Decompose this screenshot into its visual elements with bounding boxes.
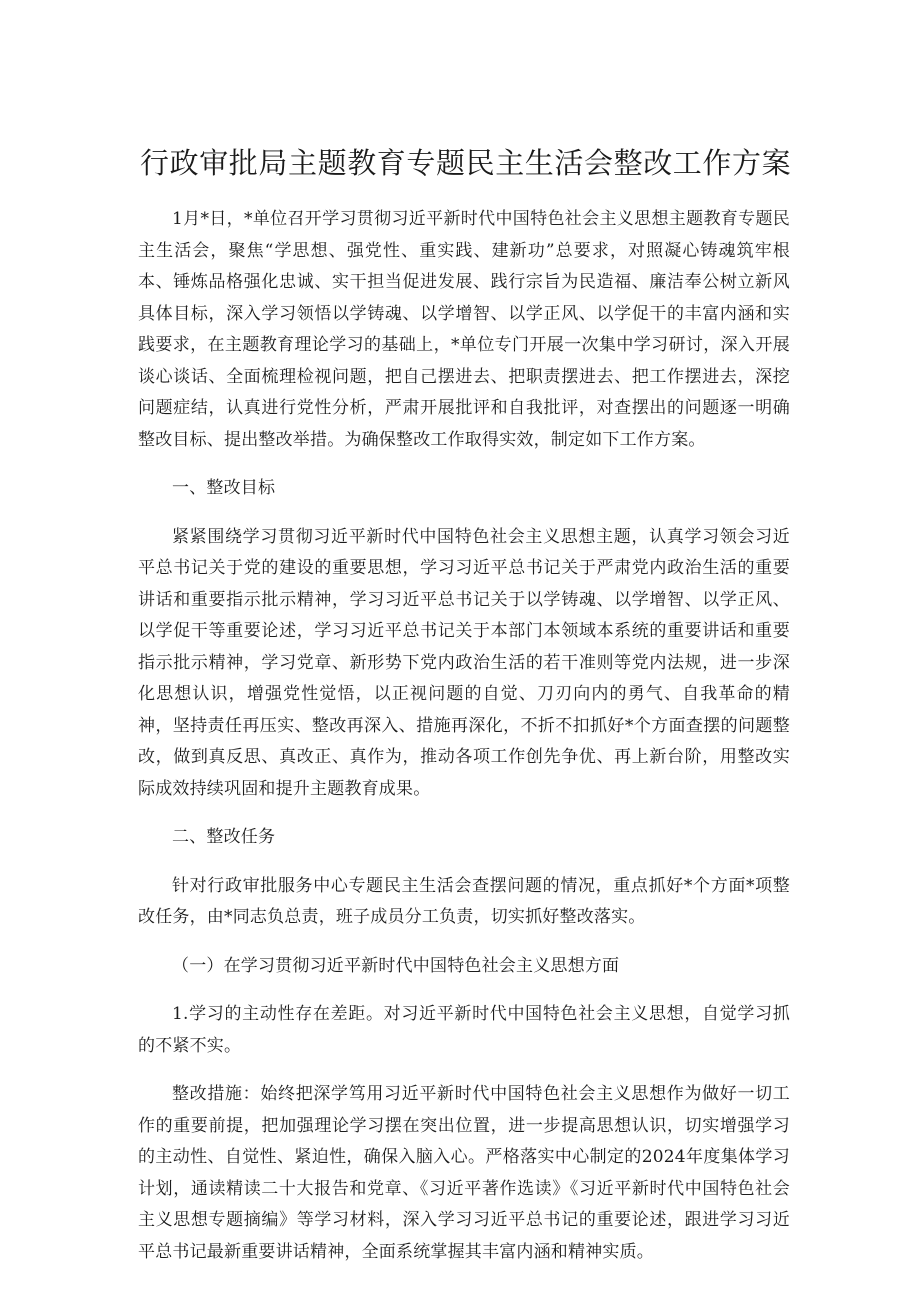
tasks-paragraph: 针对行政审批服务中心专题民主生活会查摆问题的情况，重点抓好*个方面*项整改任务，由*同志负总责，班子成员分工负责，切实抓好整改落实。 [138,875,790,927]
item-1-measures: 整改措施：始终把深学笃用习近平新时代中国特色社会主义思想作为做好一切工作的重要前提，把加强理论学习摆在突出位置，进一步提高思想认识，切实增强学习的主动性、自觉性、紧迫性，确保入脑入心。严格落实中心制定的2024年度集体学习计划，通读精读二十大报告和党章、《习近平著作选读》《习近平新时代中国特色社会主义思想专题摘编》等学习材料，深入学习习近平总书记的重要论述，跟进学习习近平总书记最新重要讲话精神，全面系统掌握其丰富内涵和精神实质。 [138,1084,790,1262]
intro-paragraph: 1月*日，*单位召开学习贯彻习近平新时代中国特色社会主义思想主题教育专题民主生活会，聚焦“学思想、强党性、重实践、建新功”总要求，对照凝心铸魂筑牢根本、锤炼品格强化忠诚、实干担当促进发展、践行宗旨为民造福、廉洁奉公树立新风具体目标，深入学习领悟以学铸魂、以学增智、以学正风、以学促干的丰富内涵和实践要求，在主题教育理论学习的基础上，*单位专门开展一次集中学习研讨，深入开展谈心谈话、全面梳理检视问题，把自己摆进去、把职责摆进去、把工作摆进去，深挖问题症结，认真进行党性分析，严肃开展批评和自我批评，对查摆出的问题逐一明确整改目标、提出整改举措。为确保整改工作取得实效，制定如下工作方案。 [138,209,790,450]
document-title: 行政审批局主题教育专题民主生活会整改工作方案 [140,146,792,180]
section-heading-goals: 一、整改目标 [172,478,276,498]
section-heading-tasks: 二、整改任务 [172,827,276,847]
goals-paragraph: 紧紧围绕学习贯彻习近平新时代中国特色社会主义思想主题，认真学习领会习近平总书记关于党的建设的重要思想，学习习近平总书记关于严肃党内政治生活的重要讲话和重要指示批示精神，学习习近平总书记关于以学铸魂、以学增智、以学正风、以学促干等重要论述，学习习近平总书记关于本部门本领域本系统的重要讲话和重要指示批示精神，学习党章、新形势下党内政治生活的若干准则等党内法规，进一步深化思想认识，增强党性觉悟，以正视问题的自觉、刀刃向内的勇气、自我革命的精神，坚持责任再压实、整改再深入、措施再深化，不折不扣抓好*个方面查摆的问题整改，做到真反思、真改正、真作为，推动各项工作创先争优、再上新台阶，用整改实际成效持续巩固和提升主题教育成果。 [138,526,790,799]
item-1-problem: 1.学习的主动性存在差距。对习近平新时代中国特色社会主义思想，自觉学习抓的不紧不实。 [138,1004,790,1056]
subsection-heading-study: （一）在学习贯彻习近平新时代中国特色社会主义思想方面 [172,955,620,976]
document-page [138,140,790,1285]
